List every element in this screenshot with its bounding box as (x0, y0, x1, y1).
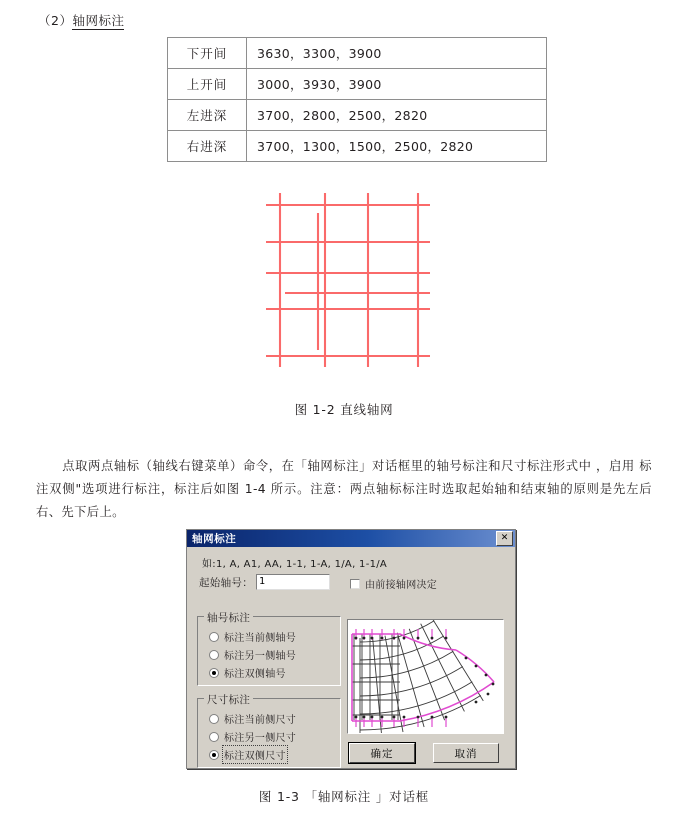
checkbox-label: 由前接轴网决定 (365, 580, 438, 591)
axis-grid-preview-panel (347, 619, 504, 734)
preview-stroke (371, 637, 374, 640)
ok-button[interactable]: 确定 (349, 743, 415, 763)
radio-axis-current-side[interactable] (209, 629, 296, 644)
axis-annotation-dialog[interactable] (186, 529, 516, 769)
group-dimension-title: 尺寸标注 (204, 692, 253, 707)
start-axis-input[interactable] (256, 574, 330, 590)
preview-stroke (393, 637, 396, 640)
preview-stroke (465, 657, 468, 660)
radio-label: 标注双侧尺寸 (224, 747, 286, 762)
row-value: 3630，3300，3900 (247, 38, 547, 69)
radio-button-icon[interactable] (209, 650, 219, 660)
preview-stroke (355, 716, 358, 719)
checkbox-box[interactable] (350, 579, 360, 589)
row-value: 3000，3930，3900 (247, 69, 547, 100)
axis-name-hint: 如:1, A, A1, AA, 1-1, 1-A, 1/A, 1-1/A (202, 559, 388, 570)
figure-1-3-caption: 图 1-3 「轴网标注 」对话框 (258, 789, 430, 804)
radio-label: 标注双侧轴号 (224, 669, 286, 680)
row-label: 下开间 (168, 38, 247, 69)
body-paragraph (36, 455, 652, 524)
preview-stroke (381, 716, 384, 719)
close-icon[interactable]: ✕ (496, 531, 513, 546)
dialog-body (187, 547, 515, 768)
row-label: 左进深 (168, 100, 247, 131)
row-value: 3700，2800，2500，2820 (247, 100, 547, 131)
row-value: 3700，1300，1500，2500，2820 (247, 131, 547, 162)
preview-stroke (475, 665, 478, 668)
preview-stroke (397, 633, 424, 727)
table-row (168, 100, 547, 131)
radio-label: 标注当前侧尺寸 (224, 715, 297, 726)
radio-axis-both-sides[interactable] (209, 665, 286, 680)
radio-button-icon[interactable] (209, 668, 219, 678)
radio-button-icon[interactable] (209, 714, 219, 724)
preview-stroke (445, 716, 448, 719)
cancel-button[interactable]: 取消 (433, 743, 499, 763)
start-axis-label: 起始轴号： (199, 576, 253, 589)
group-dimension-annotation (197, 694, 341, 768)
group-axis-number-annotation (197, 612, 341, 686)
preview-stroke (381, 637, 384, 640)
preview-stroke (403, 637, 406, 640)
dialog-titlebar[interactable] (187, 530, 515, 547)
paragraph-text: 点取两点轴标（轴线右键菜单）命令，在「轴网标注」对话框里的轴号标注和尺寸标注形式中 ，启用 标注双侧"选项进行标注，标注后如图 1-4 所示。注意：两点轴标标注时选取起始轴和结束轴的原则是先左后右、先下后上。 (36, 459, 652, 520)
determined-by-previous-checkbox-row[interactable] (350, 576, 437, 591)
radio-dim-both-sides[interactable] (209, 747, 286, 762)
radio-button-icon[interactable] (209, 750, 219, 760)
table-row (168, 69, 547, 100)
radio-button-icon[interactable] (209, 632, 219, 642)
preview-stroke (363, 637, 366, 640)
preview-stroke (409, 629, 444, 720)
table-row (168, 131, 547, 162)
curved-axis-grid-preview (348, 620, 503, 733)
row-label: 右进深 (168, 131, 247, 162)
group-axis-number-title: 轴号标注 (204, 610, 253, 625)
section-number: （2） (38, 13, 73, 28)
axis-grid-drawing (250, 185, 450, 385)
preview-stroke (371, 716, 374, 719)
preview-stroke (355, 637, 358, 640)
radio-label: 标注另一侧轴号 (224, 651, 297, 662)
preview-stroke (393, 716, 396, 719)
radio-axis-other-side[interactable] (209, 647, 296, 662)
axis-dimension-table (167, 37, 547, 162)
radio-button-icon[interactable] (209, 732, 219, 742)
row-label: 上开间 (168, 69, 247, 100)
radio-label: 标注另一侧尺寸 (224, 733, 297, 744)
preview-stroke (431, 637, 434, 640)
preview-stroke (431, 716, 434, 719)
radio-label: 标注当前侧轴号 (224, 633, 297, 644)
preview-stroke (363, 716, 366, 719)
preview-stroke (417, 637, 420, 640)
preview-stroke (403, 716, 406, 719)
section-title: 轴网标注 (72, 13, 125, 28)
section-heading (38, 11, 124, 29)
preview-stroke (445, 637, 448, 640)
table-row (168, 38, 547, 69)
start-axis-field-row (199, 574, 330, 590)
preview-stroke (492, 683, 495, 686)
dialog-title: 轴网标注 (192, 533, 237, 545)
preview-stroke (485, 674, 488, 677)
radio-dim-current-side[interactable] (209, 711, 296, 726)
linear-axis-grid-figure (250, 185, 450, 385)
preview-stroke (487, 693, 490, 696)
preview-stroke (417, 716, 420, 719)
preview-stroke (475, 701, 478, 704)
figure-1-2-caption: 图 1-2 直线轴网 (294, 402, 394, 417)
table-body (168, 38, 547, 162)
radio-dim-other-side[interactable] (209, 729, 296, 744)
